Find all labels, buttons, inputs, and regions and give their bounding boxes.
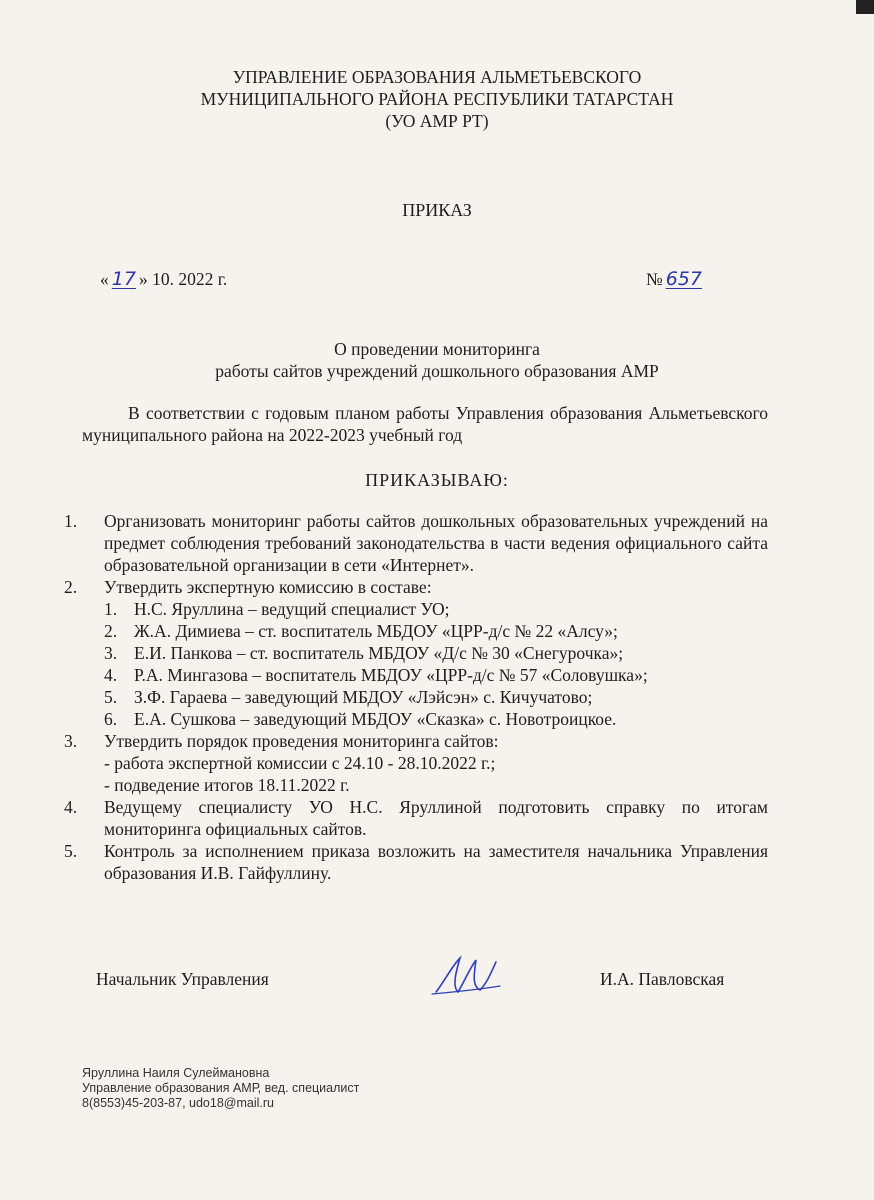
contact-block: [82, 1066, 359, 1111]
order-item-1: [64, 510, 768, 576]
member-text: Е.А. Сушкова – заведующий МБДОУ «Сказка» с. Новотроицкое.: [134, 709, 617, 729]
commission-member-3: [64, 642, 768, 664]
item-text: Ведущему специалисту УО Н.С. Яруллиной подготовить справку по итогам мониторинга официальных сайтов.: [104, 797, 768, 839]
organization-header: [0, 66, 874, 132]
order-items: [64, 510, 768, 884]
commission-member-6: [64, 708, 768, 730]
item-text: Утвердить порядок проведения мониторинга сайтов:: [104, 731, 499, 751]
member-number: 2.: [104, 621, 118, 641]
member-text: Н.С. Яруллина – ведущий специалист УО;: [134, 599, 450, 619]
order-date: [100, 268, 227, 290]
member-text: Е.И. Панкова – ст. воспитатель МБДОУ «Д/с № 30 «Снегурочка»;: [134, 643, 624, 663]
item-text: Организовать мониторинг работы сайтов дошкольных образовательных учреждений на предмет соблюдения требований законодательства в части ведения официального сайта образовательной организации в сети «Интернет».: [104, 511, 768, 575]
member-number: 4.: [104, 665, 118, 685]
commission-member-2: [64, 620, 768, 642]
order-item-2: [64, 576, 768, 598]
scan-edge-mark: [856, 0, 874, 14]
order-item-5: [64, 840, 768, 884]
item-number: 3.: [64, 731, 78, 751]
member-text: Р.А. Мингазова – воспитатель МБДОУ «ЦРР-д/с № 57 «Соловушка»;: [134, 665, 648, 685]
member-number: 6.: [104, 709, 118, 729]
item-number: 2.: [64, 577, 78, 597]
member-text: З.Ф. Гараева – заведующий МБДОУ «Лэйсэн» с. Кичучатово;: [134, 687, 593, 707]
item-number: 5.: [64, 841, 78, 861]
order-subject: [0, 338, 874, 382]
member-number: 3.: [104, 643, 118, 663]
procedure-line-1: - работа экспертной комиссии с 24.10 - 28.10.2022 г.;: [104, 753, 496, 773]
member-text: Ж.А. Димиева – ст. воспитатель МБДОУ «ЦРР-д/с № 22 «Алсу»;: [134, 621, 618, 641]
order-word: ПРИКАЗЫВАЮ:: [365, 470, 509, 490]
commission-member-4: [64, 664, 768, 686]
signatory-position: Начальник Управления: [96, 969, 269, 989]
contact-name: Яруллина Наиля Сулеймановна: [82, 1066, 270, 1080]
order-number: [646, 268, 705, 290]
date-month-year: » 10. 2022 г.: [138, 269, 228, 289]
commission-member-1: [64, 598, 768, 620]
order-item-3: [64, 730, 768, 752]
handwritten-number: 657: [665, 268, 702, 290]
item-number: 4.: [64, 797, 78, 817]
order-item-4: [64, 796, 768, 840]
member-number: 1.: [104, 599, 118, 619]
member-number: 5.: [104, 687, 118, 707]
header-line-3: (УО АМР РТ): [385, 111, 489, 131]
commission-member-5: [64, 686, 768, 708]
contact-org: Управление образования АМР, вед. специалист: [82, 1081, 360, 1095]
item-text: Контроль за исполнением приказа возложить на заместителя начальника Управления образования И.В. Гайфуллину.: [104, 841, 768, 883]
handwritten-day: 17: [111, 268, 136, 290]
handwritten-signature: [430, 952, 502, 1000]
signatory-name: И.А. Павловская: [600, 969, 725, 989]
subject-line-1: О проведении мониторинга: [334, 339, 540, 359]
subject-line-2: работы сайтов учреждений дошкольного образования АМР: [215, 361, 659, 381]
contact-phone-email: 8(8553)45-203-87, udo18@mail.ru: [82, 1096, 274, 1110]
item-text: Утвердить экспертную комиссию в составе:: [104, 577, 432, 597]
item-number: 1.: [64, 511, 78, 531]
date-open-quote: «: [100, 269, 109, 289]
number-prefix: №: [646, 269, 663, 289]
preamble-text: В соответствии с годовым планом работы Управления образования Альметьевского муниципального района на 2022-2023 учебный год: [82, 403, 768, 445]
header-line-1: УПРАВЛЕНИЕ ОБРАЗОВАНИЯ АЛЬМЕТЬЕВСКОГО: [232, 67, 642, 87]
document-type: ПРИКАЗ: [402, 200, 472, 220]
header-line-2: МУНИЦИПАЛЬНОГО РАЙОНА РЕСПУБЛИКИ ТАТАРСТАН: [200, 89, 674, 109]
procedure-line-2: - подведение итогов 18.11.2022 г.: [104, 775, 350, 795]
